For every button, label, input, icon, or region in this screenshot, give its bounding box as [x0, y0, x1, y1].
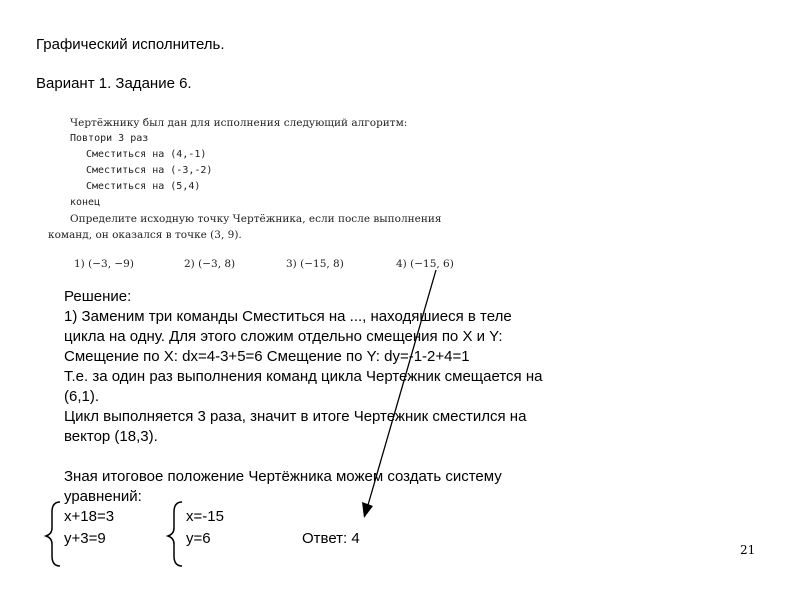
solution-line: Смещение по X: dx=4-3+5=6 Смещение по Y: dy=-1-2+4=1 [64, 348, 470, 365]
system2-eq1: x=-15 [186, 508, 224, 525]
answer-option-2: 2) (−3, 8) [184, 258, 236, 270]
task-line: конец [70, 197, 101, 208]
solution-line: Решение: [64, 288, 132, 305]
answer-option-3: 3) (−15, 8) [286, 258, 344, 270]
page-title: Графический исполнитель. [36, 36, 225, 53]
system-brace-left [46, 502, 60, 566]
answer-option-1: 1) (−3, −9) [74, 258, 134, 270]
answer-option-4: 4) (−15, 6) [396, 258, 454, 270]
solution-line: цикла на одну. Для этого сложим отдельно смещения по X и Y: [64, 328, 503, 345]
solution-line: (6,1). [64, 388, 100, 405]
solution-line: Зная итоговое положение Чертёжника можем создать систему [64, 468, 502, 485]
task-line: Определите исходную точку Чертёжника, если после выполнения [70, 213, 442, 225]
task-line: Сместиться на (-3,-2) [86, 165, 213, 176]
system1-eq1: x+18=3 [64, 508, 115, 525]
page-number: 21 [740, 543, 756, 557]
system1-eq2: y+3=9 [64, 530, 106, 547]
task-line: Повтори 3 раз [70, 133, 149, 144]
system-brace-right [168, 502, 182, 566]
final-answer: Ответ: 4 [302, 530, 360, 547]
solution-line: вектор (18,3). [64, 428, 158, 445]
pointer-arrow-line [368, 270, 436, 505]
task-line: Сместиться на (4,-1) [86, 149, 207, 160]
solution-line: уравнений: [64, 488, 142, 505]
task-line: Сместиться на (5,4) [86, 181, 201, 192]
task-line: команд, он оказался в точке (3, 9). [48, 229, 242, 241]
solution-line: Т.е. за один раз выполнения команд цикла Чертежник смещается на [64, 368, 543, 385]
variant-label: Вариант 1. Задание 6. [36, 75, 192, 92]
system2-eq2: y=6 [186, 530, 211, 547]
pointer-arrow-head [362, 502, 373, 518]
solution-line: 1) Заменим три команды Сместиться на ..., находяшиеся в теле [64, 308, 512, 325]
solution-line: Цикл выполняется 3 раза, значит в итоге Чертежник сместился на [64, 408, 527, 425]
task-line: Чертёжнику был дан для исполнения следующий алгоритм: [70, 117, 408, 129]
